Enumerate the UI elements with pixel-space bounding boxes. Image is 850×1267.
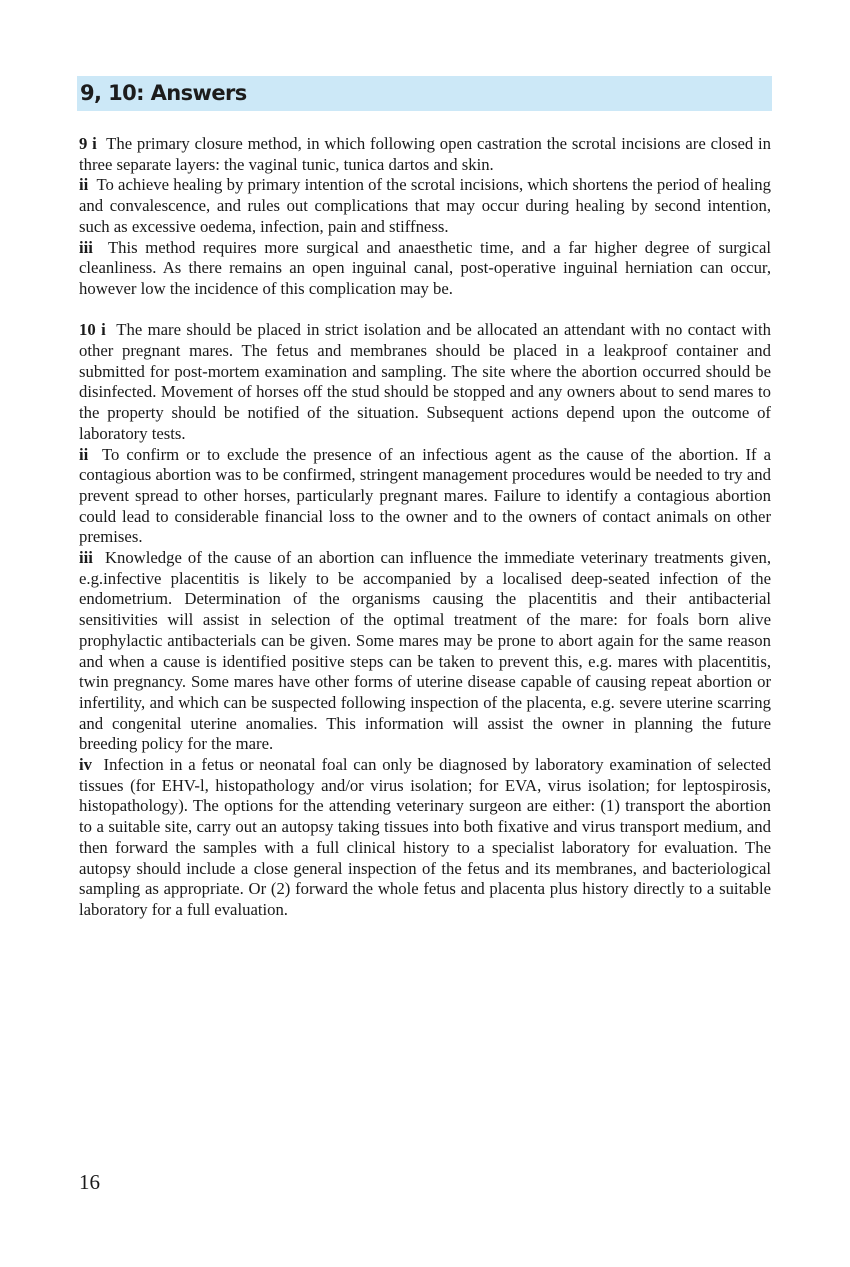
answer-10-iii	[79, 548, 771, 755]
part-text: The mare should be placed in strict isolation and be allocated an attendant with no contact with other pregnant mares. The fetus and membranes should be placed in a leakproof container and submitted for post-mortem examination and sampling. The site where the abortion occurred should be disinfected. Movement of horses off the stud should be stopped and any owners about to send mares to the property should be notified of the situation. Subsequent actions depend upon the outcome of laboratory tests.	[79, 320, 771, 443]
part-text: Infection in a fetus or neonatal foal can only be diagnosed by laboratory examination of selected tissues (for EHV-l, histopathology and/or virus isolation; for EVA, virus isolation; for leptospirosis, histopathology). The options for the attending veterinary surgeon are either: (1) transport the abortion to a suitable site, carry out an autopsy taking tissues into both fixative and virus transport medium, and then forward the samples with a full clinical history to a specialist laboratory for evaluation. The autopsy should include a close general inspection of the fetus and its membranes, and bacteriological sampling as appropriate. Or (2) forward the whole fetus and placenta plus history directly to a suitable laboratory for a full evaluation.	[79, 755, 771, 919]
part-text: Knowledge of the cause of an abortion can influence the immediate veterinary treatments given, e.g.infective placentitis is likely to be accompanied by a localised deep-seated infection of the endometrium. Determination of the organisms causing the placentitis and their antibacterial sensitivities will assist in selection of the optimal treatment of the mare: for foals born alive prophylactic antibacterials can be given. Some mares may be prone to abort again for the same reason and when a cause is identified positive steps can be taken to prevent this, e.g. mares with placentitis, twin pregnancy. Some mares have other forms of uterine disease capable of causing repeat abortion or infertility, and which can be suspected following inspection of the placenta, e.g. severe uterine scarring and congenital uterine anomalies. This information will assist the owner in planning the future breeding policy for the mare.	[79, 548, 772, 754]
part-text: This method requires more surgical and anaesthetic time, and a far higher degree of surgical cleanliness. As there remains an open inguinal canal, post-operative inguinal herniation can occur, however low the incidence of this complication may be.	[79, 237, 771, 298]
answers-body	[79, 134, 771, 921]
page-title: 9, 10: Answers	[80, 81, 247, 105]
answer-10-iv	[79, 755, 771, 921]
part-text: To confirm or to exclude the presence of an infectious agent as the cause of the abortion. If a contagious abortion was to be confirmed, stringent management procedures would be needed to try and prevent spread to other horses, particularly pregnant mares. Failure to identify a contagious abortion could lead to considerable financial loss to the owner and to the owners of contact animals on other premises.	[79, 444, 772, 547]
part-label: iv	[79, 755, 92, 775]
part-text: To achieve healing by primary intention of the scrotal incisions, which shortens the period of healing and convalescence, and rules out complications that may occur during healing by second intention, such as excessive oedema, infection, pain and stiffness.	[79, 175, 771, 236]
paragraph-gap	[79, 300, 771, 321]
answer-9-iii	[79, 238, 771, 300]
answer-9-i	[79, 134, 771, 175]
part-label: ii	[79, 175, 89, 195]
answer-9-ii	[79, 175, 771, 237]
part-text: The primary closure method, in which following open castration the scrotal incisions are closed in three separate layers: the vaginal tunic, tunica dartos and skin.	[79, 134, 772, 174]
part-label: 10 i	[79, 320, 106, 340]
part-label: iii	[79, 548, 93, 568]
answer-10-i	[79, 320, 771, 444]
part-label: iii	[79, 237, 93, 257]
answer-10-ii	[79, 445, 771, 549]
part-label: ii	[79, 444, 89, 464]
part-label: 9 i	[79, 134, 97, 153]
page-number: 16	[79, 1170, 100, 1194]
